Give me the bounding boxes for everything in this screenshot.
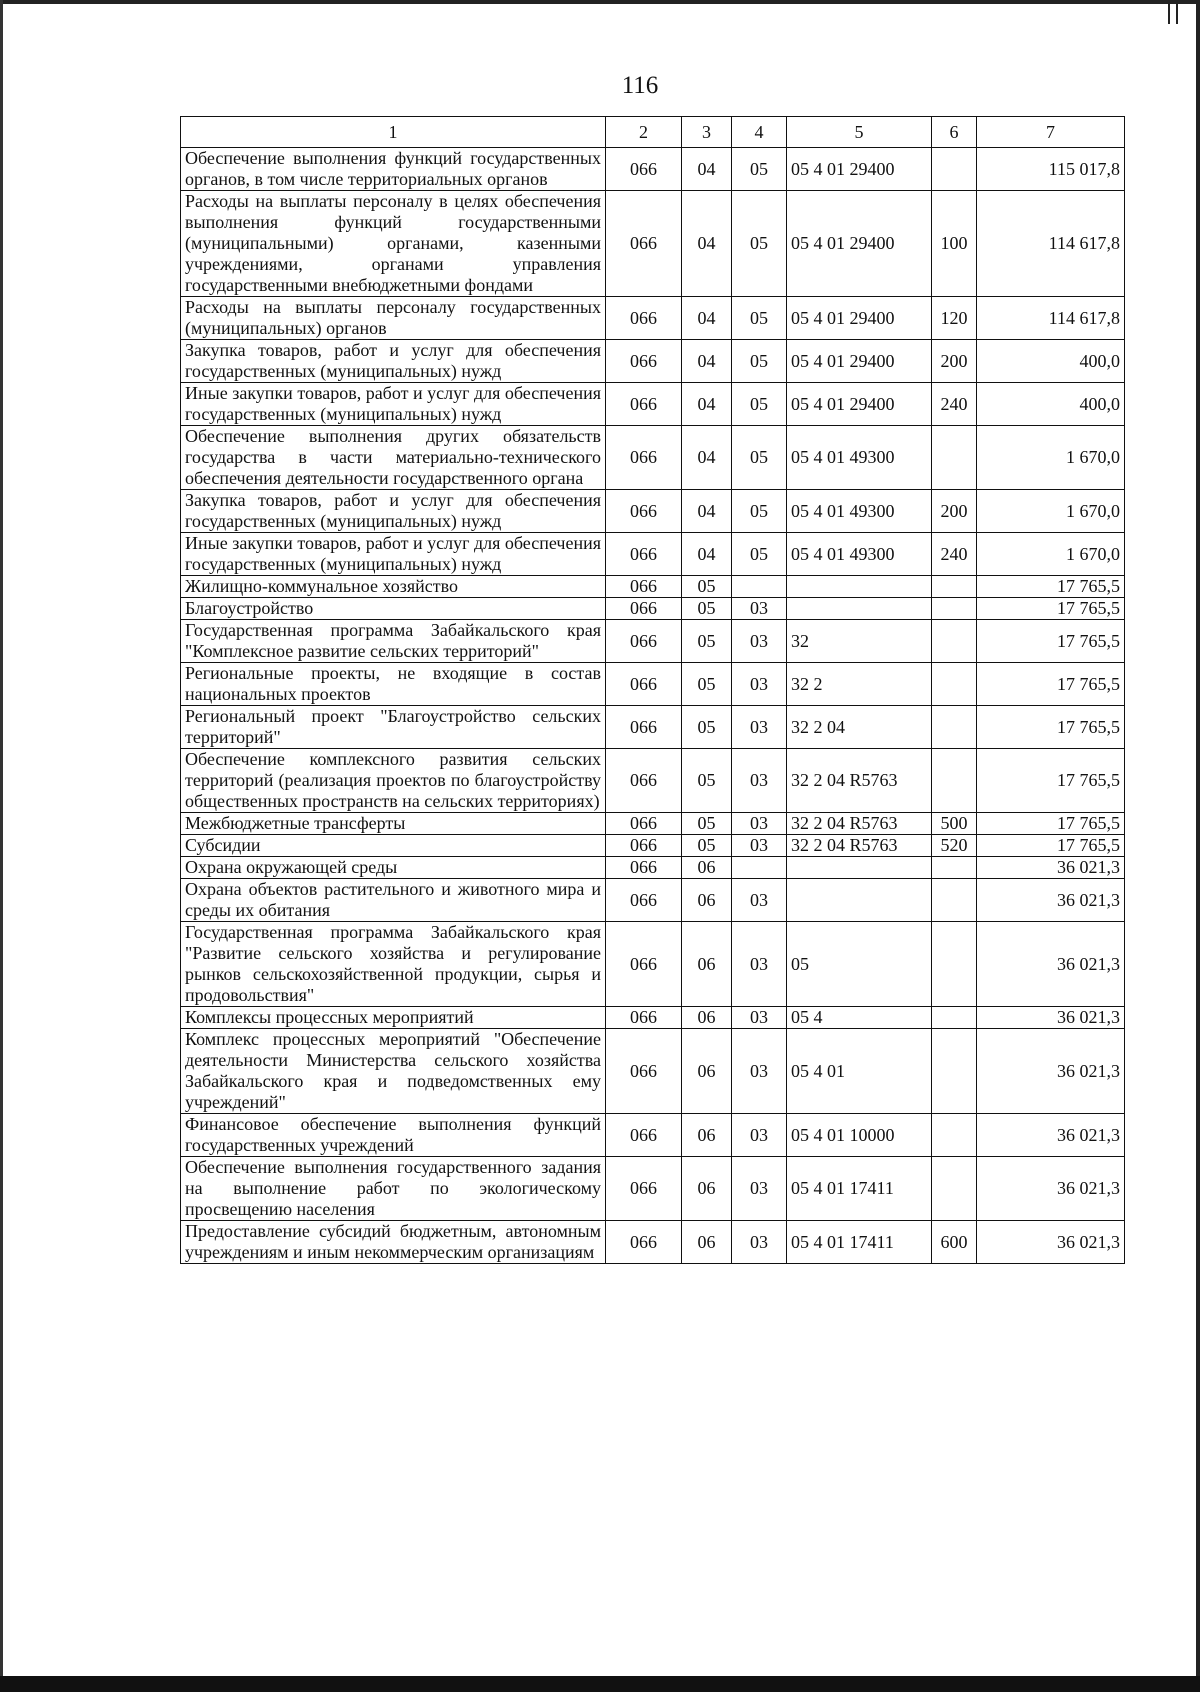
scan-corner-mark <box>1168 2 1178 24</box>
page-number: 116 <box>621 72 659 99</box>
section-cell: 04 <box>682 426 732 490</box>
section-cell: 06 <box>682 857 732 879</box>
section-cell: 05 <box>682 576 732 598</box>
table-row <box>181 1221 1125 1264</box>
expense-name-cell: Закупка товаров, работ и услуг для обеспечения государственных (муниципальных) нужд <box>181 490 606 533</box>
target-article-cell: 05 4 01 29400 <box>787 383 932 426</box>
amount-cell: 36 021,3 <box>977 1007 1125 1029</box>
expense-name-cell: Региональные проекты, не входящие в состав национальных проектов <box>181 663 606 706</box>
table-row <box>181 706 1125 749</box>
section-cell: 04 <box>682 340 732 383</box>
section-cell: 04 <box>682 383 732 426</box>
target-article-cell: 05 4 01 49300 <box>787 533 932 576</box>
table-row <box>181 533 1125 576</box>
ministry-code-cell: 066 <box>606 857 682 879</box>
column-header: 4 <box>732 117 787 148</box>
expense-type-cell <box>932 879 977 922</box>
subsection-cell: 03 <box>732 922 787 1007</box>
expense-type-cell <box>932 426 977 490</box>
ministry-code-cell: 066 <box>606 706 682 749</box>
section-cell: 06 <box>682 1007 732 1029</box>
expense-type-cell: 100 <box>932 191 977 297</box>
amount-cell: 36 021,3 <box>977 1157 1125 1221</box>
section-cell: 05 <box>682 663 732 706</box>
table-row <box>181 879 1125 922</box>
amount-cell: 36 021,3 <box>977 857 1125 879</box>
section-cell: 06 <box>682 1029 732 1114</box>
section-cell: 04 <box>682 490 732 533</box>
section-cell: 06 <box>682 1114 732 1157</box>
expense-type-cell <box>932 857 977 879</box>
expense-name-cell: Иные закупки товаров, работ и услуг для обеспечения государственных (муниципальных) нужд <box>181 533 606 576</box>
expense-type-cell <box>932 1157 977 1221</box>
subsection-cell: 03 <box>732 835 787 857</box>
expense-type-cell <box>932 148 977 191</box>
amount-cell: 1 670,0 <box>977 533 1125 576</box>
subsection-cell: 05 <box>732 490 787 533</box>
target-article-cell: 05 4 01 <box>787 1029 932 1114</box>
amount-cell: 36 021,3 <box>977 1114 1125 1157</box>
expense-type-cell: 200 <box>932 490 977 533</box>
amount-cell: 17 765,5 <box>977 749 1125 813</box>
amount-cell: 400,0 <box>977 340 1125 383</box>
subsection-cell: 03 <box>732 1114 787 1157</box>
section-cell: 06 <box>682 922 732 1007</box>
expense-type-cell: 240 <box>932 383 977 426</box>
amount-cell: 36 021,3 <box>977 1029 1125 1114</box>
ministry-code-cell: 066 <box>606 148 682 191</box>
table-row <box>181 383 1125 426</box>
ministry-code-cell: 066 <box>606 663 682 706</box>
target-article-cell <box>787 598 932 620</box>
expense-type-cell: 200 <box>932 340 977 383</box>
expense-name-cell: Государственная программа Забайкальского края "Комплексное развитие сельских территорий" <box>181 620 606 663</box>
section-cell: 05 <box>682 598 732 620</box>
subsection-cell: 03 <box>732 620 787 663</box>
ministry-code-cell: 066 <box>606 533 682 576</box>
table-row <box>181 922 1125 1007</box>
subsection-cell: 03 <box>732 1007 787 1029</box>
ministry-code-cell: 066 <box>606 191 682 297</box>
table-row <box>181 663 1125 706</box>
ministry-code-cell: 066 <box>606 749 682 813</box>
amount-cell: 1 670,0 <box>977 490 1125 533</box>
expense-name-cell: Иные закупки товаров, работ и услуг для обеспечения государственных (муниципальных) нужд <box>181 383 606 426</box>
scan-border-left <box>0 0 3 1692</box>
subsection-cell: 05 <box>732 297 787 340</box>
subsection-cell <box>732 576 787 598</box>
ministry-code-cell: 066 <box>606 576 682 598</box>
target-article-cell: 05 4 01 29400 <box>787 191 932 297</box>
expense-name-cell: Благоустройство <box>181 598 606 620</box>
target-article-cell: 05 4 01 49300 <box>787 490 932 533</box>
ministry-code-cell: 066 <box>606 922 682 1007</box>
expense-name-cell: Обеспечение выполнения других обязательств государства в части материально-технического обеспечения деятельности государственного органа <box>181 426 606 490</box>
table-row <box>181 1157 1125 1221</box>
section-cell: 04 <box>682 297 732 340</box>
table-row <box>181 297 1125 340</box>
ministry-code-cell: 066 <box>606 426 682 490</box>
table-row <box>181 813 1125 835</box>
table-row <box>181 749 1125 813</box>
section-cell: 04 <box>682 533 732 576</box>
scan-border-top <box>0 0 1200 4</box>
target-article-cell: 32 2 04 R5763 <box>787 749 932 813</box>
ministry-code-cell: 066 <box>606 813 682 835</box>
subsection-cell <box>732 857 787 879</box>
section-cell: 04 <box>682 148 732 191</box>
ministry-code-cell: 066 <box>606 835 682 857</box>
subsection-cell: 05 <box>732 148 787 191</box>
table-row <box>181 490 1125 533</box>
expense-type-cell <box>932 922 977 1007</box>
expense-name-cell: Субсидии <box>181 835 606 857</box>
table-row <box>181 576 1125 598</box>
expense-name-cell: Региональный проект "Благоустройство сельских территорий" <box>181 706 606 749</box>
amount-cell: 115 017,8 <box>977 148 1125 191</box>
column-header: 2 <box>606 117 682 148</box>
expense-name-cell: Охрана окружающей среды <box>181 857 606 879</box>
table-row <box>181 598 1125 620</box>
expense-type-cell <box>932 706 977 749</box>
amount-cell: 17 765,5 <box>977 576 1125 598</box>
target-article-cell: 05 4 01 29400 <box>787 340 932 383</box>
amount-cell: 1 670,0 <box>977 426 1125 490</box>
section-cell: 06 <box>682 1221 732 1264</box>
subsection-cell: 05 <box>732 383 787 426</box>
amount-cell: 17 765,5 <box>977 620 1125 663</box>
expense-name-cell: Обеспечение комплексного развития сельских территорий (реализация проектов по благоустройству общественных пространств на сельских территориях) <box>181 749 606 813</box>
expense-name-cell: Межбюджетные трансферты <box>181 813 606 835</box>
amount-cell: 17 765,5 <box>977 813 1125 835</box>
table-row <box>181 1114 1125 1157</box>
table-row <box>181 1029 1125 1114</box>
amount-cell: 114 617,8 <box>977 297 1125 340</box>
expense-type-cell: 600 <box>932 1221 977 1264</box>
subsection-cell: 03 <box>732 813 787 835</box>
expense-name-cell: Расходы на выплаты персоналу государственных (муниципальных) органов <box>181 297 606 340</box>
amount-cell: 17 765,5 <box>977 598 1125 620</box>
ministry-code-cell: 066 <box>606 1114 682 1157</box>
target-article-cell: 05 <box>787 922 932 1007</box>
amount-cell: 36 021,3 <box>977 879 1125 922</box>
table-row <box>181 857 1125 879</box>
expense-type-cell <box>932 620 977 663</box>
table-row <box>181 148 1125 191</box>
expense-type-cell <box>932 598 977 620</box>
section-cell: 06 <box>682 879 732 922</box>
ministry-code-cell: 066 <box>606 490 682 533</box>
expense-name-cell: Обеспечение выполнения государственного задания на выполнение работ по экологическому просвещению населения <box>181 1157 606 1221</box>
expense-type-cell <box>932 663 977 706</box>
amount-cell: 36 021,3 <box>977 1221 1125 1264</box>
table-row <box>181 191 1125 297</box>
target-article-cell: 05 4 01 17411 <box>787 1221 932 1264</box>
table-row <box>181 835 1125 857</box>
table-row <box>181 340 1125 383</box>
column-header: 6 <box>932 117 977 148</box>
expense-name-cell: Комплекс процессных мероприятий "Обеспечение деятельности Министерства сельского хозяйства Забайкальского края и подведомственных ему учреждений" <box>181 1029 606 1114</box>
subsection-cell: 03 <box>732 598 787 620</box>
target-article-cell: 05 4 01 29400 <box>787 148 932 191</box>
expense-name-cell: Закупка товаров, работ и услуг для обеспечения государственных (муниципальных) нужд <box>181 340 606 383</box>
amount-cell: 17 765,5 <box>977 835 1125 857</box>
section-cell: 05 <box>682 835 732 857</box>
amount-cell: 17 765,5 <box>977 663 1125 706</box>
target-article-cell: 32 <box>787 620 932 663</box>
expense-type-cell <box>932 1029 977 1114</box>
subsection-cell: 05 <box>732 191 787 297</box>
target-article-cell: 05 4 01 17411 <box>787 1157 932 1221</box>
subsection-cell: 03 <box>732 706 787 749</box>
ministry-code-cell: 066 <box>606 340 682 383</box>
scan-border-right <box>1196 0 1200 1692</box>
table-row <box>181 426 1125 490</box>
section-cell: 05 <box>682 620 732 663</box>
budget-table <box>180 116 1125 1264</box>
amount-cell: 17 765,5 <box>977 706 1125 749</box>
target-article-cell <box>787 857 932 879</box>
expense-type-cell <box>932 1007 977 1029</box>
expense-type-cell: 240 <box>932 533 977 576</box>
section-cell: 06 <box>682 1157 732 1221</box>
header-row <box>181 117 1125 148</box>
target-article-cell: 32 2 <box>787 663 932 706</box>
target-article-cell: 05 4 01 49300 <box>787 426 932 490</box>
ministry-code-cell: 066 <box>606 879 682 922</box>
ministry-code-cell: 066 <box>606 383 682 426</box>
ministry-code-cell: 066 <box>606 620 682 663</box>
target-article-cell: 05 4 01 10000 <box>787 1114 932 1157</box>
column-header: 1 <box>181 117 606 148</box>
expense-name-cell: Финансовое обеспечение выполнения функций государственных учреждений <box>181 1114 606 1157</box>
section-cell: 04 <box>682 191 732 297</box>
expense-type-cell: 120 <box>932 297 977 340</box>
subsection-cell: 03 <box>732 1029 787 1114</box>
expense-type-cell: 500 <box>932 813 977 835</box>
target-article-cell: 05 4 <box>787 1007 932 1029</box>
column-header: 7 <box>977 117 1125 148</box>
table-body <box>181 148 1125 1264</box>
expense-name-cell: Обеспечение выполнения функций государственных органов, в том числе территориальных органов <box>181 148 606 191</box>
expense-type-cell <box>932 749 977 813</box>
subsection-cell: 03 <box>732 1221 787 1264</box>
expense-type-cell <box>932 1114 977 1157</box>
target-article-cell: 32 2 04 R5763 <box>787 835 932 857</box>
scan-border-bottom <box>0 1676 1200 1692</box>
table-row <box>181 1007 1125 1029</box>
ministry-code-cell: 066 <box>606 297 682 340</box>
expense-name-cell: Жилищно-коммунальное хозяйство <box>181 576 606 598</box>
target-article-cell <box>787 879 932 922</box>
subsection-cell: 05 <box>732 426 787 490</box>
subsection-cell: 03 <box>732 663 787 706</box>
section-cell: 05 <box>682 706 732 749</box>
target-article-cell: 32 2 04 R5763 <box>787 813 932 835</box>
target-article-cell: 05 4 01 29400 <box>787 297 932 340</box>
section-cell: 05 <box>682 813 732 835</box>
column-header: 3 <box>682 117 732 148</box>
ministry-code-cell: 066 <box>606 1221 682 1264</box>
expense-name-cell: Расходы на выплаты персоналу в целях обеспечения выполнения функций государственными (муниципальными) органами, казенными учреждениями, органами управления государственными внебюджетными фондами <box>181 191 606 297</box>
column-header: 5 <box>787 117 932 148</box>
ministry-code-cell: 066 <box>606 1157 682 1221</box>
subsection-cell: 05 <box>732 533 787 576</box>
subsection-cell: 03 <box>732 879 787 922</box>
subsection-cell: 03 <box>732 749 787 813</box>
expense-name-cell: Государственная программа Забайкальского края "Развитие сельского хозяйства и регулирование рынков сельскохозяйственной продукции, сырья и продовольствия" <box>181 922 606 1007</box>
expense-name-cell: Охрана объектов растительного и животного мира и среды их обитания <box>181 879 606 922</box>
target-article-cell: 32 2 04 <box>787 706 932 749</box>
expense-name-cell: Предоставление субсидий бюджетным, автономным учреждениям и иным некоммерческим организациям <box>181 1221 606 1264</box>
expense-type-cell: 520 <box>932 835 977 857</box>
ministry-code-cell: 066 <box>606 598 682 620</box>
ministry-code-cell: 066 <box>606 1029 682 1114</box>
ministry-code-cell: 066 <box>606 1007 682 1029</box>
expense-name-cell: Комплексы процессных мероприятий <box>181 1007 606 1029</box>
section-cell: 05 <box>682 749 732 813</box>
subsection-cell: 05 <box>732 340 787 383</box>
amount-cell: 400,0 <box>977 383 1125 426</box>
subsection-cell: 03 <box>732 1157 787 1221</box>
amount-cell: 114 617,8 <box>977 191 1125 297</box>
expense-type-cell <box>932 576 977 598</box>
amount-cell: 36 021,3 <box>977 922 1125 1007</box>
target-article-cell <box>787 576 932 598</box>
table-row <box>181 620 1125 663</box>
